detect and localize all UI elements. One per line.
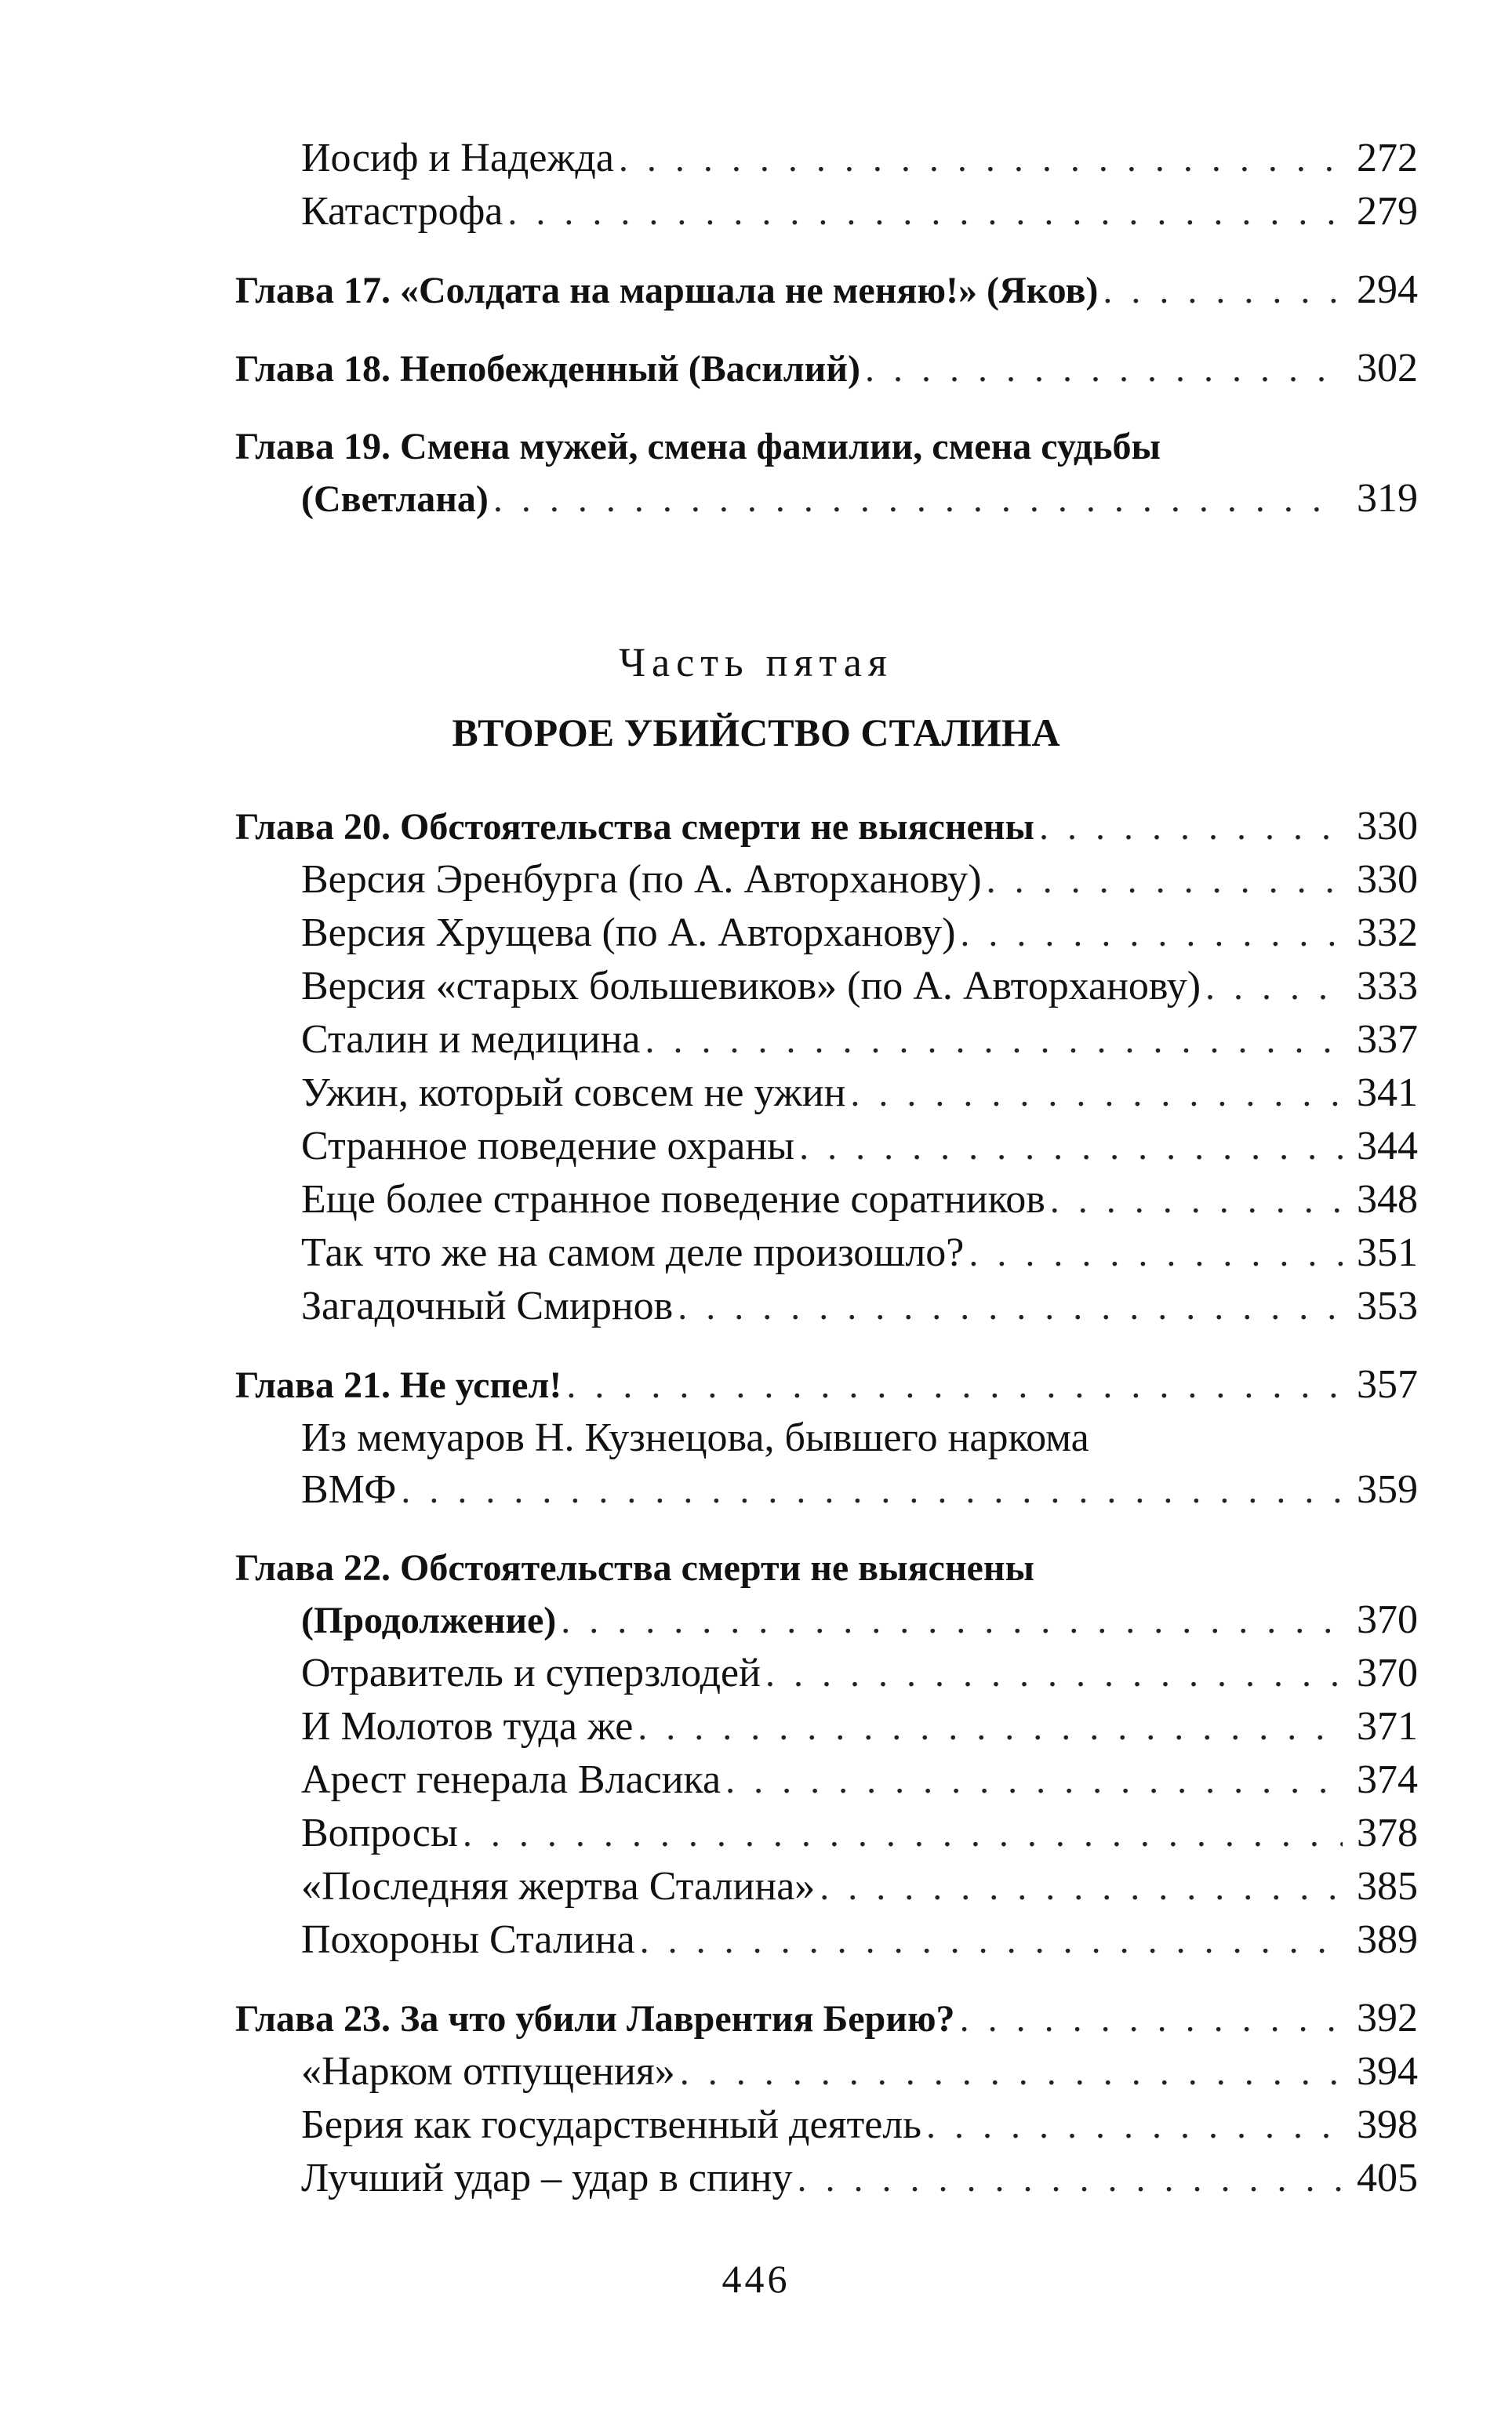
entry-title: Катастрофа <box>301 189 503 234</box>
dot-leader <box>463 1808 1343 1861</box>
entry-title: Еще более странное поведение соратников <box>301 1177 1045 1222</box>
dot-leader <box>960 1993 1343 2046</box>
chapter-page: 319 <box>1357 476 1418 521</box>
entry-title: Сталин и медицина <box>301 1017 641 1062</box>
entry-title: Ужин, который совсем не ужин <box>301 1070 846 1115</box>
dot-leader <box>1205 961 1343 1014</box>
chapter-title: Глава 18. Непобежденный (Василий) <box>235 348 860 390</box>
toc-entry <box>235 1807 1418 1860</box>
entry-title: Похороны Сталина <box>301 1917 635 1962</box>
toc-entry <box>235 907 1418 960</box>
dot-leader <box>561 1594 1343 1648</box>
part-label: Часть пятая <box>619 641 893 685</box>
chapter-title: Глава 20. Обстоятельства смерти не выяснены <box>235 806 1034 848</box>
dot-leader <box>765 1648 1343 1701</box>
entry-page: 344 <box>1357 1124 1418 1168</box>
entry-page: 348 <box>1357 1177 1418 1222</box>
toc-entry <box>235 1226 1418 1280</box>
toc-entry <box>235 132 1418 185</box>
toc-bottom-block <box>235 800 1418 2205</box>
entry-title-cont: ВМФ <box>301 1467 397 1512</box>
dot-leader <box>969 1227 1343 1281</box>
dot-leader <box>401 1464 1343 1517</box>
dot-leader <box>960 907 1343 961</box>
entry-title: Версия Хрущева (по А. Авторханову) <box>301 910 956 955</box>
entry-title: Лучший удар – удар в спину <box>301 2156 793 2200</box>
toc-entry <box>235 1280 1418 1333</box>
entry-page: 405 <box>1357 2156 1418 2200</box>
entry-title: Отравитель и суперзлодей <box>301 1651 761 1695</box>
dot-leader <box>1103 264 1343 318</box>
chapter-entry-continued <box>235 1593 1418 1647</box>
chapter-page: 302 <box>1357 346 1418 391</box>
entry-page: 371 <box>1357 1704 1418 1749</box>
chapter-title: Глава 22. Обстоятельства смерти не выяснены <box>235 1547 1034 1589</box>
entry-page: 351 <box>1357 1230 1418 1275</box>
chapter-page: 392 <box>1357 1996 1418 2040</box>
chapter-entry <box>235 342 1418 395</box>
toc-entry <box>235 1173 1418 1226</box>
dot-leader <box>725 1754 1343 1808</box>
entry-page: 374 <box>1357 1757 1418 1802</box>
entry-title: Из мемуаров Н. Кузнецова, бывшего наркома <box>301 1415 1089 1460</box>
toc-entry <box>235 1066 1418 1120</box>
chapter-page: 294 <box>1357 267 1418 312</box>
entry-page: 389 <box>1357 1917 1418 1962</box>
dot-leader <box>865 343 1343 396</box>
toc-entry <box>235 1013 1418 1066</box>
dot-leader <box>678 1281 1343 1334</box>
dot-leader <box>850 1067 1343 1121</box>
entry-title: Вопросы <box>301 1811 458 1855</box>
dot-leader <box>619 133 1343 186</box>
entry-title: Загадочный Смирнов <box>301 1284 674 1328</box>
toc-entry <box>235 2045 1418 2098</box>
toc-entry <box>235 2098 1418 2152</box>
chapter-page: 357 <box>1357 1362 1418 1407</box>
entry-page: 272 <box>1357 136 1418 180</box>
toc-entry <box>235 1647 1418 1700</box>
toc-entry <box>235 960 1418 1013</box>
entry-title: Иосиф и Надежда <box>301 136 614 180</box>
entry-page: 359 <box>1357 1467 1418 1512</box>
entry-title: «Последняя жертва Сталина» <box>301 1864 816 1909</box>
dot-leader <box>926 2099 1343 2153</box>
toc-entry <box>235 1913 1418 1967</box>
toc-entry <box>235 1700 1418 1753</box>
dot-leader <box>799 1121 1343 1174</box>
entry-title: И Молотов туда же <box>301 1704 634 1749</box>
toc-entry <box>235 1860 1418 1913</box>
entry-page: 378 <box>1357 1811 1418 1855</box>
toc-top-block <box>235 132 1418 525</box>
dot-leader <box>680 2046 1343 2099</box>
chapter-entry-continued <box>235 472 1418 525</box>
part-title: ВТОРОЕ УБИЙСТВО СТАЛИНА <box>452 710 1060 754</box>
entry-page: 353 <box>1357 1284 1418 1328</box>
chapter-entry <box>235 1358 1418 1412</box>
toc-entry <box>235 1120 1418 1173</box>
entry-page: 398 <box>1357 2102 1418 2147</box>
entry-page: 341 <box>1357 1070 1418 1115</box>
dot-leader <box>507 186 1343 239</box>
dot-leader <box>638 1701 1343 1754</box>
dot-leader <box>645 1014 1343 1067</box>
entry-page: 332 <box>1357 910 1418 955</box>
chapter-title: Глава 19. Смена мужей, смена фамилии, смена судьбы <box>235 426 1161 467</box>
entry-page: 279 <box>1357 189 1418 234</box>
entry-title: Версия «старых большевиков» (по А. Авторханову) <box>301 964 1201 1008</box>
chapter-title-cont: (Светлана) <box>301 478 489 520</box>
entry-title: Берия как государственный деятель <box>301 2102 921 2147</box>
dot-leader <box>493 473 1343 526</box>
toc-entry <box>235 1412 1418 1463</box>
entry-title: Арест генерала Власика <box>301 1757 721 1802</box>
chapter-entry <box>235 420 1418 472</box>
page-number: 446 <box>721 2257 791 2301</box>
chapter-title: Глава 23. За что убили Лаврентия Берию? <box>235 1998 955 2040</box>
toc-entry-continued <box>235 1463 1418 1517</box>
entry-page: 330 <box>1357 857 1418 902</box>
entry-title: «Нарком отпущения» <box>301 2049 675 2094</box>
chapter-entry <box>235 1992 1418 2045</box>
entry-page: 394 <box>1357 2049 1418 2094</box>
dot-leader <box>1039 801 1343 854</box>
chapter-entry <box>235 1542 1418 1593</box>
dot-leader <box>566 1359 1343 1412</box>
entry-title: Странное поведение охраны <box>301 1124 795 1168</box>
chapter-title: Глава 17. «Солдата на маршала не меняю!» (Яков) <box>235 270 1099 311</box>
dot-leader <box>1050 1174 1343 1227</box>
dot-leader <box>797 2153 1343 2206</box>
toc-entry <box>235 1753 1418 1807</box>
entry-page: 337 <box>1357 1017 1418 1062</box>
chapter-page: 370 <box>1357 1597 1418 1642</box>
entry-page: 385 <box>1357 1864 1418 1909</box>
chapter-entry <box>235 263 1418 317</box>
chapter-entry <box>235 800 1418 853</box>
chapter-title: Глава 21. Не успел! <box>235 1364 562 1406</box>
chapter-page: 330 <box>1357 804 1418 848</box>
dot-leader <box>820 1861 1343 1914</box>
entry-page: 333 <box>1357 964 1418 1008</box>
entry-title: Так что же на самом деле произошло? <box>301 1230 965 1275</box>
chapter-title-cont: (Продолжение) <box>301 1600 557 1641</box>
entry-title: Версия Эренбурга (по А. Авторханову) <box>301 857 982 902</box>
entry-page: 370 <box>1357 1651 1418 1695</box>
toc-entry <box>235 853 1418 907</box>
dot-leader <box>987 854 1343 907</box>
dot-leader <box>640 1914 1343 1968</box>
toc-entry <box>235 2152 1418 2205</box>
toc-entry <box>235 185 1418 238</box>
